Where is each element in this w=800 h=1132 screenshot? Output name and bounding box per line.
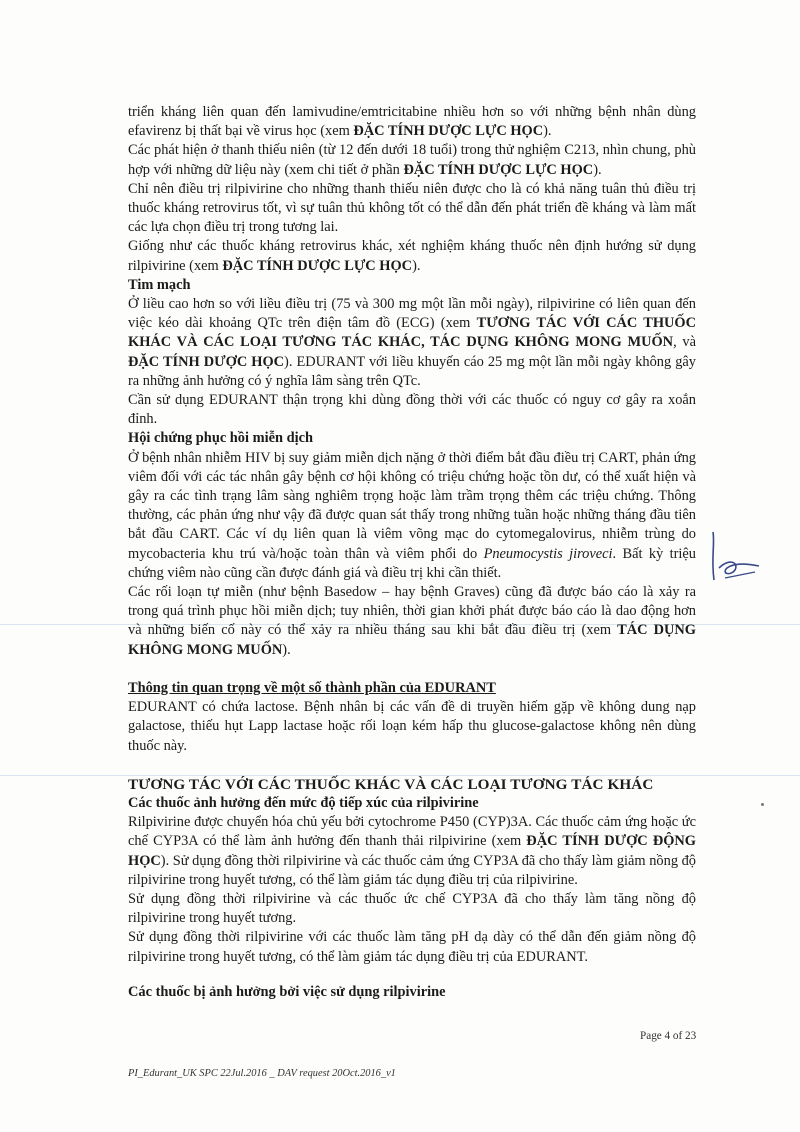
document-body [128,103,696,1002]
section-heading-thong-tin: Thông tin quan trọng về một số thành phần của EDURANT [128,679,496,696]
section-heading-hoi-chung: Hội chứng phục hồi miễn dịch [128,430,313,447]
paragraph: Sử dụng đồng thời rilpivirine với các thuốc làm tăng pH dạ dày có thể dẫn đến giảm nồng độ rilpivirine trong huyết tương, có thể làm giảm tác dụng điều trị của EDURANT. [128,929,696,965]
paragraph: Rilpivirine được chuyển hóa chủ yếu bởi cytochrome P450 (CYP)3A. Các thuốc cảm ứng hoặc ức chế CYP3A có thể làm ảnh hưởng đến thanh thải rilpivirine (xem ĐẶC TÍNH DƯỢC ĐỘNG HỌC). Sử dụng đồng thời rilpivirine và các thuốc cảm ứng CYP3A đã cho thấy làm giảm nồng độ rilpivirine trong huyết tương, có thể làm giảm tác dụng điều trị của rilpivirine. [128,814,696,888]
subsection-heading: Các thuốc bị ảnh hưởng bởi việc sử dụng rilpivirine [128,983,446,1000]
subsection-heading: Các thuốc ảnh hưởng đến mức độ tiếp xúc của rilpivirine [128,794,479,811]
section-heading-tuong-tac: TƯƠNG TÁC VỚI CÁC THUỐC KHÁC VÀ CÁC LOẠI TƯƠNG TÁC KHÁC [128,775,654,793]
section-heading-tim-mach: Tim mạch [128,276,191,293]
paragraph: EDURANT có chứa lactose. Bệnh nhân bị các vấn đề di truyền hiếm gặp về không dung nạp galactose, thiếu hụt Lapp lactase hoặc rối loạn kém hấp thu glucose-galactose không nên dùng thuốc này. [128,699,696,754]
footer-file-name: PI_Edurant_UK SPC 22Jul.2016 _ DAV request 20Oct.2016_v1 [128,1068,396,1079]
paragraph: Các phát hiện ở thanh thiếu niên (từ 12 đến dưới 18 tuổi) trong thử nghiệm C213, nhìn chung, phù hợp với những dữ liệu này (xem chi tiết ở phần ĐẶC TÍNH DƯỢC LỰC HỌC). [128,142,696,178]
paragraph: Cần sử dụng EDURANT thận trọng khi dùng đồng thời với các thuốc có nguy cơ gây ra xoắn đỉnh. [128,392,696,428]
paragraph: Ở bệnh nhân nhiễm HIV bị suy giảm miễn dịch nặng ở thời điểm bắt đầu điều trị CART, phản ứng viêm đối với các tác nhân gây bệnh cơ hội không có triệu chứng hoặc tồn dư, có thể xuất hiện và gây ra các tình trạng lâm sàng nghiêm trọng hoặc làm trầm trọng thêm các triệu chứng. Thông thường, các phản ứng như vậy đã được quan sát thấy trong những tuần hoặc những tháng đầu tiên bắt đầu CART. Các ví dụ liên quan là viêm võng mạc do cytomegalovirus, nhiễm trùng do mycobacteria khu trú và/hoặc toàn thân và viêm phổi do Pneumocystis jiroveci. Bất kỳ triệu chứng viêm nào cũng cần được đánh giá và điều trị khi cần thiết. [128,449,696,581]
paragraph: Ở liều cao hơn so với liều điều trị (75 và 300 mg một lần mỗi ngày), rilpivirine có liên quan đến việc kéo dài khoảng QTc trên điện tâm đồ (ECG) (xem TƯƠNG TÁC VỚI CÁC THUỐC KHÁC VÀ CÁC LOẠI TƯƠNG TÁC KHÁC, TÁC DỤNG KHÔNG MONG MUỐN, và ĐẶC TÍNH DƯỢC HỌC). EDURANT với liều khuyến cáo 25 mg một lần mỗi ngày không gây ra những ảnh hưởng có ý nghĩa lâm sàng trên QTc. [128,296,697,389]
scan-speck [761,803,764,806]
paragraph: Các rối loạn tự miễn (như bệnh Basedow – hay bệnh Graves) cũng đã được báo cáo là xảy ra trong quá trình phục hồi miễn dịch; tuy nhiên, thời gian khởi phát được báo cáo là dao động hơn và những biến cố này có thể xảy ra nhiều tháng sau khi bắt đầu điều trị (xem TÁC DỤNG KHÔNG MONG MUỐN). [128,584,696,658]
paragraph: triển kháng liên quan đến lamivudine/emtricitabine nhiều hơn so với những bệnh nhân dùng efavirenz bị thất bại về virus học (xem ĐẶC TÍNH DƯỢC LỰC HỌC). [128,104,696,140]
paragraph: Chỉ nên điều trị rilpivirine cho những thanh thiếu niên được cho là có khả năng tuân thủ điều trị thuốc kháng retrovirus tốt, vì sự tuân thủ không tốt có thể dẫn đến phát triển đề kháng và làm mất các lựa chọn điều trị trong tương lai. [128,180,696,236]
paragraph: Giống như các thuốc kháng retrovirus khác, xét nghiệm kháng thuốc nên định hướng sử dụng rilpivirine (xem ĐẶC TÍNH DƯỢC LỰC HỌC). [128,238,696,274]
paragraph: Sử dụng đồng thời rilpivirine và các thuốc ức chế CYP3A đã cho thấy làm tăng nồng độ rilpivirine trong huyết tương. [128,890,696,927]
handwritten-signature-icon [705,528,765,594]
page-number: Page 4 of 23 [640,1030,697,1042]
